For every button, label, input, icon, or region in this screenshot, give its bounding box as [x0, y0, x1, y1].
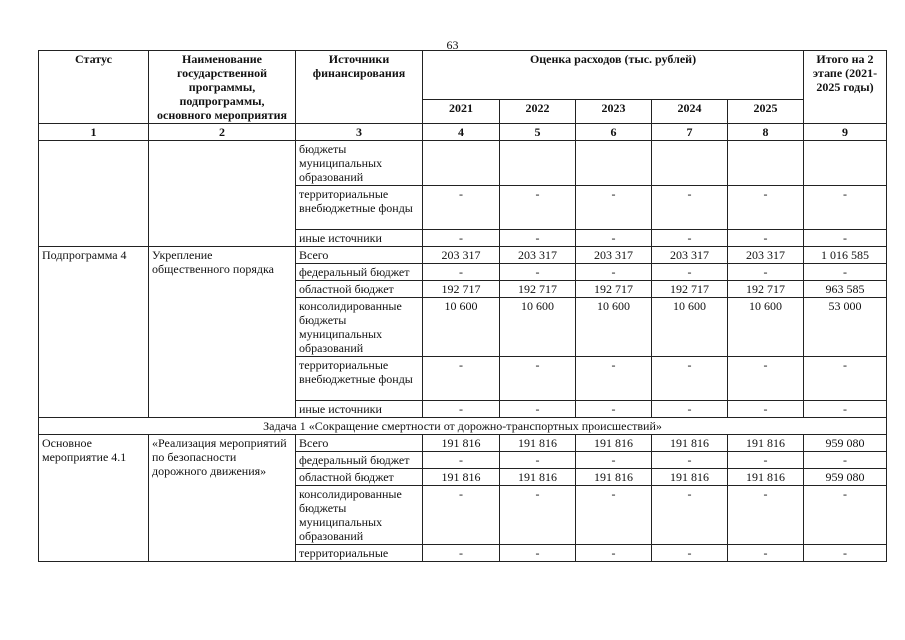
task-title: Задача 1 «Сокращение смертности от дорожно-транспортных происшествий»	[39, 418, 887, 435]
year-value: -	[728, 401, 804, 418]
year-value: 191 816	[728, 469, 804, 486]
funding-source: Всего	[296, 435, 423, 452]
year-value: -	[576, 230, 652, 247]
year-value: 191 816	[500, 469, 576, 486]
table-row	[39, 141, 887, 186]
total-value: 1 016 585	[804, 247, 887, 264]
year-value: -	[728, 486, 804, 545]
column-number: 5	[500, 124, 576, 141]
year-value	[576, 141, 652, 186]
year-value: 192 717	[500, 281, 576, 298]
year-value: -	[576, 452, 652, 469]
year-value: 203 317	[423, 247, 500, 264]
column-number: 9	[804, 124, 887, 141]
column-number: 1	[39, 124, 149, 141]
year-value: 191 816	[728, 435, 804, 452]
year-value: 191 816	[423, 469, 500, 486]
year-value: -	[652, 401, 728, 418]
year-value	[500, 141, 576, 186]
year-value: 192 717	[423, 281, 500, 298]
year-value: -	[500, 230, 576, 247]
year-value: -	[728, 230, 804, 247]
header-year: 2022	[500, 100, 576, 124]
year-value: -	[423, 264, 500, 281]
year-value: -	[728, 452, 804, 469]
task-row	[39, 418, 887, 435]
year-value: -	[576, 264, 652, 281]
year-value: -	[423, 486, 500, 545]
row-name: «Реализация мероприятий по безопасности дорожного движения»	[149, 435, 296, 562]
funding-source: территориальные внебюджетные фонды	[296, 357, 423, 401]
year-value: -	[652, 264, 728, 281]
year-value: -	[500, 486, 576, 545]
header-total: Итого на 2 этапе (2021-2025 годы)	[804, 51, 887, 124]
year-value: 192 717	[576, 281, 652, 298]
column-number: 2	[149, 124, 296, 141]
year-value: 191 816	[652, 435, 728, 452]
row-name: Укрепление общественного порядка	[149, 247, 296, 418]
year-value: -	[652, 230, 728, 247]
total-value: -	[804, 186, 887, 230]
funding-source: иные источники	[296, 230, 423, 247]
year-value: -	[576, 545, 652, 562]
funding-source: федеральный бюджет	[296, 452, 423, 469]
total-value	[804, 141, 887, 186]
funding-source: иные источники	[296, 401, 423, 418]
funding-source: областной бюджет	[296, 469, 423, 486]
header-year: 2024	[652, 100, 728, 124]
year-value	[652, 141, 728, 186]
header-estimate: Оценка расходов (тыс. рублей)	[423, 51, 804, 100]
year-value: -	[576, 186, 652, 230]
year-value: -	[576, 357, 652, 401]
year-value: 10 600	[652, 298, 728, 357]
table-row	[39, 247, 887, 264]
year-value: 10 600	[423, 298, 500, 357]
year-value: 192 717	[652, 281, 728, 298]
year-value: -	[652, 186, 728, 230]
column-number: 6	[576, 124, 652, 141]
year-value: -	[423, 401, 500, 418]
funding-source: территориальные	[296, 545, 423, 562]
year-value: -	[423, 357, 500, 401]
header-year: 2023	[576, 100, 652, 124]
column-number-row	[39, 124, 887, 141]
total-value: -	[804, 401, 887, 418]
year-value: -	[423, 452, 500, 469]
year-value: -	[500, 357, 576, 401]
funding-source: федеральный бюджет	[296, 264, 423, 281]
row-status: Основное мероприятие 4.1	[39, 435, 149, 562]
year-value: -	[576, 486, 652, 545]
header-name: Наименование государственной программы, подпрограммы, основного мероприятия	[149, 51, 296, 124]
year-value: -	[423, 186, 500, 230]
year-value: -	[423, 230, 500, 247]
year-value: -	[500, 545, 576, 562]
year-value	[728, 141, 804, 186]
header-year: 2025	[728, 100, 804, 124]
column-number: 8	[728, 124, 804, 141]
year-value: -	[576, 401, 652, 418]
funding-source: территориальные внебюджетные фонды	[296, 186, 423, 230]
funding-source: областной бюджет	[296, 281, 423, 298]
year-value: -	[652, 486, 728, 545]
year-value: 203 317	[728, 247, 804, 264]
row-status	[39, 141, 149, 247]
year-value: -	[423, 545, 500, 562]
funding-source: Всего	[296, 247, 423, 264]
total-value: 959 080	[804, 469, 887, 486]
funding-source: консолидированные бюджеты муниципальных образований	[296, 298, 423, 357]
year-value: 10 600	[576, 298, 652, 357]
column-number: 4	[423, 124, 500, 141]
total-value: 53 000	[804, 298, 887, 357]
year-value: -	[728, 264, 804, 281]
year-value: 10 600	[728, 298, 804, 357]
year-value: -	[728, 186, 804, 230]
column-number: 3	[296, 124, 423, 141]
funding-source: консолидированные бюджеты муниципальных образований	[296, 486, 423, 545]
year-value: -	[500, 452, 576, 469]
table-row	[39, 435, 887, 452]
year-value: -	[500, 401, 576, 418]
year-value: 203 317	[500, 247, 576, 264]
year-value: 191 816	[576, 435, 652, 452]
total-value: 959 080	[804, 435, 887, 452]
total-value: -	[804, 357, 887, 401]
budget-table	[38, 50, 887, 562]
header-status: Статус	[39, 51, 149, 124]
header-year: 2021	[423, 100, 500, 124]
total-value: -	[804, 545, 887, 562]
year-value: -	[500, 186, 576, 230]
year-value: 191 816	[500, 435, 576, 452]
year-value: -	[728, 357, 804, 401]
row-status: Подпрограмма 4	[39, 247, 149, 418]
year-value: 192 717	[728, 281, 804, 298]
column-number: 7	[652, 124, 728, 141]
funding-source: бюджеты муниципальных образований	[296, 141, 423, 186]
year-value: -	[652, 452, 728, 469]
total-value: 963 585	[804, 281, 887, 298]
page-number: 63	[446, 38, 459, 52]
total-value: -	[804, 230, 887, 247]
year-value: 203 317	[652, 247, 728, 264]
year-value: -	[500, 264, 576, 281]
header-sources: Источники финансирования	[296, 51, 423, 124]
year-value: 203 317	[576, 247, 652, 264]
year-value: -	[728, 545, 804, 562]
year-value: 191 816	[652, 469, 728, 486]
total-value: -	[804, 486, 887, 545]
row-name	[149, 141, 296, 247]
year-value: 191 816	[576, 469, 652, 486]
year-value: 191 816	[423, 435, 500, 452]
total-value: -	[804, 452, 887, 469]
header-row-main	[39, 51, 887, 100]
year-value	[423, 141, 500, 186]
year-value: -	[652, 357, 728, 401]
year-value: -	[652, 545, 728, 562]
year-value: 10 600	[500, 298, 576, 357]
total-value: -	[804, 264, 887, 281]
